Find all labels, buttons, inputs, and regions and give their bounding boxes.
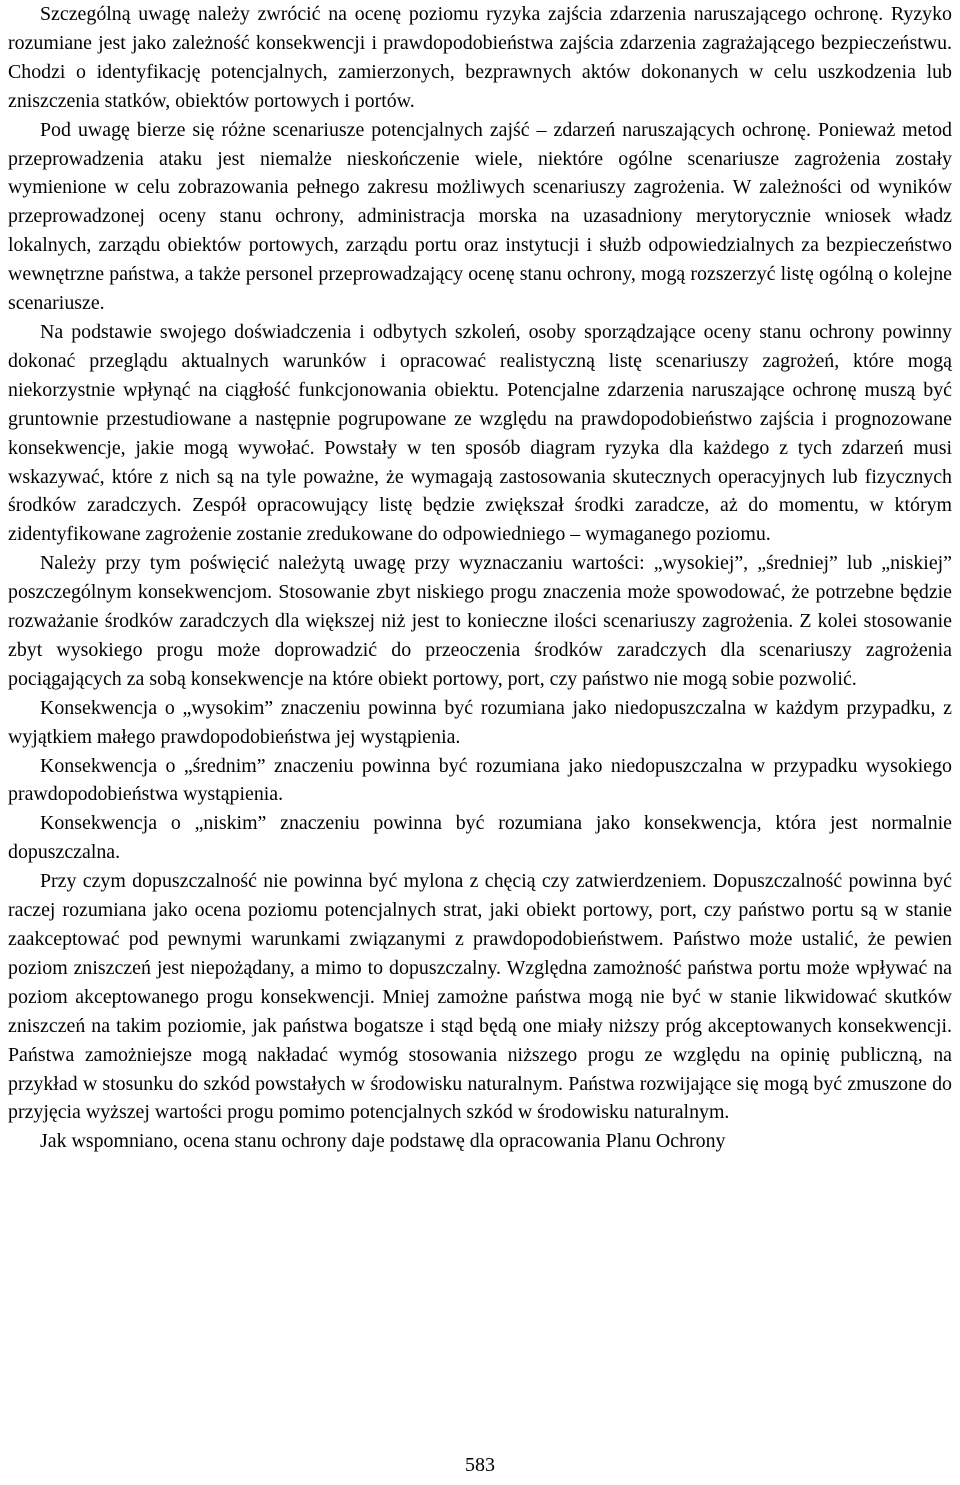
paragraph-security-plan: Jak wspomniano, ocena stanu ochrony daje podstawę dla opracowania Planu Ochrony bbox=[40, 1130, 726, 1153]
paragraph-medium-consequence: Konsekwencja o „średnim” znaczeniu powinna być rozumiana jako niedopuszczalna w przypadku wysokiego prawdopodobieństwa wystąpienia. bbox=[8, 754, 952, 806]
paragraph-risk-assessment: Szczególną uwagę należy zwrócić na ocenę poziomu ryzyka zajścia zdarzenia naruszającego ochronę. Ryzyko rozumiane jest jako zależność konsekwencji i prawdopodobieństwa zajścia zdarzenia zagrażającego bezpieczeństwu. Chodzi o identyfikację potencjalnych, zamierzonych, bezprawnych aktów dokonanych w celu uszkodzenia lub zniszczenia statków, obiektów portowych i portów. bbox=[8, 3, 952, 112]
page-number: 583 bbox=[465, 1454, 495, 1476]
paragraph-threat-scenarios: Pod uwagę bierze się różne scenariusze potencjalnych zajść – zdarzeń naruszających ochronę. Ponieważ metod przeprowadzenia ataku jest niemalże nieskończenie wiele, niektóre ogólne scenariusze zagrożenia zostały wymienione w celu zobrazowania pełnego zakresu możliwych scenariuszy zagrożenia. W zależności od wyników przeprowadzonej oceny stanu ochrony, administracja morska na uzasadniony merytorycznie wniosek władz lokalnych, zarządu obiektów portowych, zarządu portu oraz instytucji i służb odpowiedzialnych za bezpieczeństwo wewnętrzne państwa, a także personel przeprowadzający ocenę stanu ochrony, mogą rozszerzyć listę ogólną o kolejne scenariusze. bbox=[8, 118, 952, 315]
paragraph-acceptability: Przy czym dopuszczalność nie powinna być mylona z chęcią czy zatwierdzeniem. Dopuszczalność powinna być raczej rozumiana jako ocena poziomu potencjalnych strat, jaki obiekt portowy, port, czy państwo portu są w stanie zaakceptować pod pewnymi warunkami związanymi z prawdopodobieństwem. Państwo może ustalić, że pewien poziom zniszczeń jest niepożądany, a mimo to dopuszczalny. Względna zamożność państwa portu może wpływać na poziom akceptowanego progu konsekwencji. Mniej zamożne państwa mogą nie być w stanie likwidować skutków zniszczeń na takim poziomie, jak państwa bogatsze i stąd będą one miały niższy próg akceptowanych konsekwencji. Państwa zamożniejsze mogą nakładać wymóg stosowania niższego progu ze względu na opinię publiczną, na przykład w stosunku do szkód powstałych w środowisku naturalnym. Państwa rozwijające się mogą być zmuszone do przyjęcia wyższej wartości progu pomimo potencjalnych szkód w środowisku naturalnym. bbox=[8, 870, 952, 1124]
paragraph-low-consequence: Konsekwencja o „niskim” znaczeniu powinna być rozumiana jako konsekwencja, która jest normalnie dopuszczalna. bbox=[8, 812, 952, 864]
document-page bbox=[8, 0, 952, 1156]
paragraph-consequence-thresholds: Należy przy tym poświęcić należytą uwagę przy wyznaczaniu wartości: „wysokiej”, „średniej” lub „niskiej” poszczególnym konsekwencjom. Stosowanie zbyt niskiego progu znaczenia może spowodować, że potrzebne będzie rozważanie środków zaradczych dla większej niż jest to konieczne ilości scenariuszy zagrożenia. Z kolei stosowanie zbyt wysokiego progu może doprowadzić do przeoczenia środków zaradczych dla scenariuszy zagrożenia pociągających za sobą konsekwencje na które obiekt portowy, port, czy państwo nie mogą sobie pozwolić. bbox=[8, 552, 952, 690]
paragraph-scenario-list: Na podstawie swojego doświadczenia i odbytych szkoleń, osoby sporządzające oceny stanu ochrony powinny dokonać przeglądu aktualnych warunków i opracować realistyczną listę scenariuszy zagrożeń, które mogą niekorzystnie wpłynąć na ciągłość funkcjonowania obiektu. Potencjalne zdarzenia naruszające ochronę muszą być gruntownie przestudiowane a następnie pogrupowane ze względu na prawdopodobieństwo zajścia i prognozowane konsekwencje, jakie mogą wywołać. Powstały w ten sposób diagram ryzyka dla każdego z tych zdarzeń musi wskazywać, które z nich są na tyle poważne, że wymagają zastosowania skutecznych operacyjnych lub fizycznych środków zaradczych. Zespół opracowujący listę będzie zwiększał środki zaradcze, aż do momentu, w którym zidentyfikowane zagrożenie zostanie zredukowane do odpowiedniego – wymaganego poziomu. bbox=[8, 320, 952, 546]
paragraph-high-consequence: Konsekwencja o „wysokim” znaczeniu powinna być rozumiana jako niedopuszczalna w każdym przypadku, z wyjątkiem małego prawdopodobieństwa jej wystąpienia. bbox=[8, 696, 952, 748]
